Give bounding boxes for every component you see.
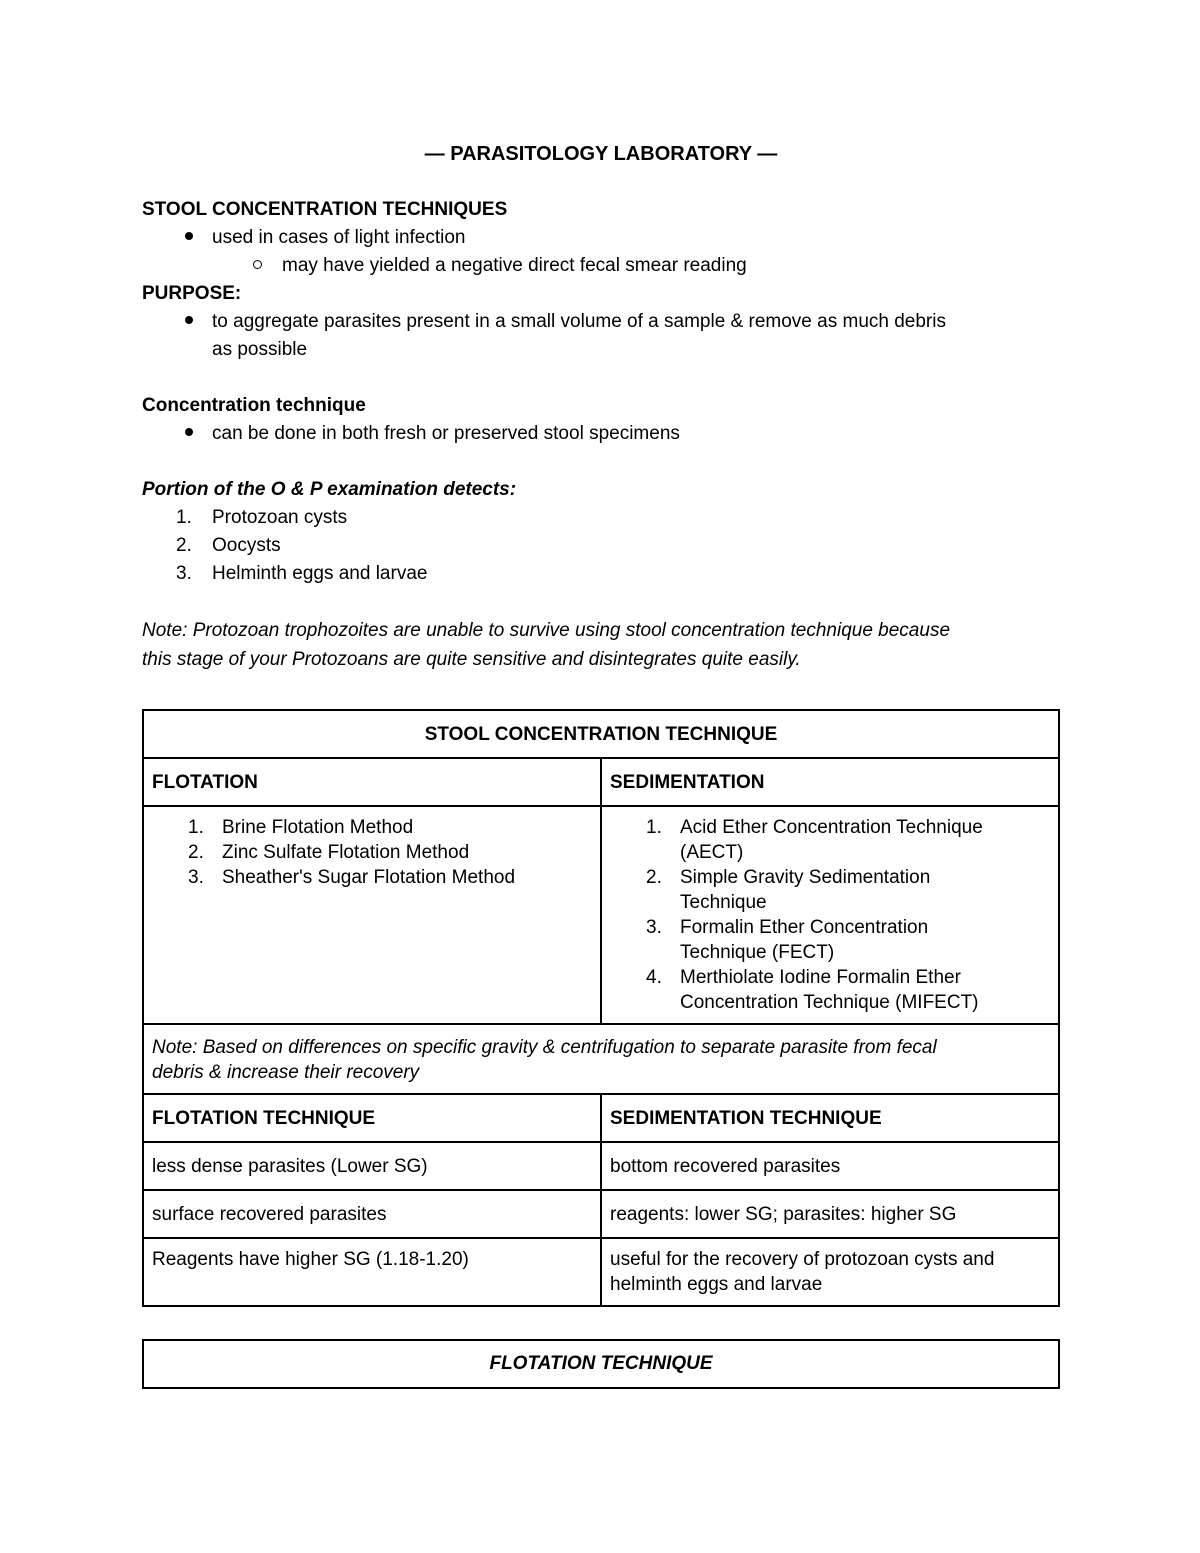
list-item-text: Acid Ether Concentration Technique xyxy=(680,817,983,838)
hollow-bullet-icon xyxy=(247,252,267,280)
list-item-text: Helminth eggs and larvae xyxy=(212,563,428,584)
table-row xyxy=(143,1238,1059,1306)
table-row xyxy=(143,1142,1059,1190)
column-header-sedimentation: SEDIMENTATION xyxy=(601,758,1059,806)
table-note xyxy=(143,1024,1059,1094)
table-cell: Reagents have higher SG (1.18-1.20) xyxy=(143,1238,601,1306)
list-item xyxy=(142,420,1060,448)
table-row xyxy=(143,710,1059,758)
list-number: 2. xyxy=(646,867,662,888)
note-trophozoites xyxy=(142,616,1060,674)
table-row xyxy=(143,758,1059,806)
document-page xyxy=(142,140,1060,674)
list-item xyxy=(152,815,592,840)
list-item-text: Zinc Sulfate Flotation Method xyxy=(222,842,470,863)
page-title: — PARASITOLOGY LABORATORY — xyxy=(424,143,778,165)
section-heading-purpose: PURPOSE: xyxy=(142,283,242,304)
spacer xyxy=(142,588,1060,616)
list-item-text: can be done in both fresh or preserved stool specimens xyxy=(212,423,680,444)
list-number: 3. xyxy=(646,917,662,938)
table-title: STOOL CONCENTRATION TECHNIQUE xyxy=(143,710,1059,758)
spacer xyxy=(142,364,1060,392)
list-item-text: Brine Flotation Method xyxy=(222,817,414,838)
cell-line: helminth eggs and larvae xyxy=(610,1274,823,1295)
list-item xyxy=(152,840,592,865)
note-line: Note: Based on differences on specific gravity & centrifugation to separate parasite from fecal xyxy=(152,1037,937,1058)
list-item-text-continued: Technique xyxy=(680,892,767,913)
techniques-list xyxy=(142,224,1060,280)
list-item xyxy=(152,865,592,890)
column-header-flotation: FLOTATION xyxy=(143,758,601,806)
list-item xyxy=(142,504,1060,532)
spacer xyxy=(142,448,1060,476)
list-number: 4. xyxy=(646,967,662,988)
list-item-text-continued: (AECT) xyxy=(680,842,744,863)
list-item-text-continued: Technique (FECT) xyxy=(680,942,835,963)
list-item-text: Simple Gravity Sedimentation xyxy=(680,867,931,888)
section-heading-portion: Portion of the O & P examination detects: xyxy=(142,479,517,500)
table-cell: surface recovered parasites xyxy=(143,1190,601,1238)
list-number: 3. xyxy=(188,867,204,888)
table-row xyxy=(143,1024,1059,1094)
concentration-table xyxy=(142,709,1060,1307)
bullet-icon xyxy=(179,224,199,252)
list-item-text: Oocysts xyxy=(212,535,281,556)
list-item xyxy=(142,560,1060,588)
list-item xyxy=(610,815,1050,865)
cell-line: useful for the recovery of protozoan cysts and xyxy=(610,1249,995,1270)
concentration-list xyxy=(142,420,1060,448)
list-item xyxy=(610,965,1050,1015)
bullet-icon xyxy=(179,308,199,336)
column-header-sedimentation-technique: SEDIMENTATION TECHNIQUE xyxy=(601,1094,1059,1142)
table-cell: bottom recovered parasites xyxy=(601,1142,1059,1190)
list-item-text: Protozoan cysts xyxy=(212,507,348,528)
list-item-text: to aggregate parasites present in a small volume of a sample & remove as much debris xyxy=(212,311,946,332)
list-item xyxy=(142,308,1060,364)
sub-list-item xyxy=(142,252,1060,280)
sub-list-item-text: may have yielded a negative direct fecal smear reading xyxy=(282,255,747,276)
column-header-flotation-technique: FLOTATION TECHNIQUE xyxy=(143,1094,601,1142)
list-item-text-continued: Concentration Technique (MIFECT) xyxy=(680,992,979,1013)
portion-list xyxy=(142,504,1060,588)
table-cell: reagents: lower SG; parasites: higher SG xyxy=(601,1190,1059,1238)
note-line: debris & increase their recovery xyxy=(152,1062,420,1083)
list-item-text: used in cases of light infection xyxy=(212,227,466,248)
flotation-methods-cell xyxy=(143,806,601,1024)
list-item xyxy=(142,224,1060,252)
list-item xyxy=(142,532,1060,560)
list-item-text: Sheather's Sugar Flotation Method xyxy=(222,867,516,888)
note-line: this stage of your Protozoans are quite sensitive and disintegrates quite easily. xyxy=(142,649,801,670)
list-item-text-continued: as possible xyxy=(212,339,308,360)
sedimentation-methods-cell xyxy=(601,806,1059,1024)
table-row xyxy=(143,1094,1059,1142)
spacer xyxy=(142,168,1060,196)
list-item-text: Formalin Ether Concentration xyxy=(680,917,929,938)
table-row xyxy=(143,806,1059,1024)
purpose-list xyxy=(142,308,1060,364)
bullet-icon xyxy=(179,420,199,448)
list-item xyxy=(610,915,1050,965)
table-cell xyxy=(601,1238,1059,1306)
list-item-text: Merthiolate Iodine Formalin Ether xyxy=(680,967,961,988)
section-heading-concentration: Concentration technique xyxy=(142,395,366,416)
note-line: Note: Protozoan trophozoites are unable to survive using stool concentration technique because xyxy=(142,620,951,641)
list-number: 2. xyxy=(176,535,192,556)
list-item xyxy=(610,865,1050,915)
list-number: 2. xyxy=(188,842,204,863)
table-cell: less dense parasites (Lower SG) xyxy=(143,1142,601,1190)
list-number: 3. xyxy=(176,563,192,584)
flotation-technique-box-title: FLOTATION TECHNIQUE xyxy=(142,1339,1060,1389)
list-number: 1. xyxy=(646,817,662,838)
list-number: 1. xyxy=(188,817,204,838)
section-heading-techniques: STOOL CONCENTRATION TECHNIQUES xyxy=(142,199,508,220)
list-number: 1. xyxy=(176,507,192,528)
table-row xyxy=(143,1190,1059,1238)
